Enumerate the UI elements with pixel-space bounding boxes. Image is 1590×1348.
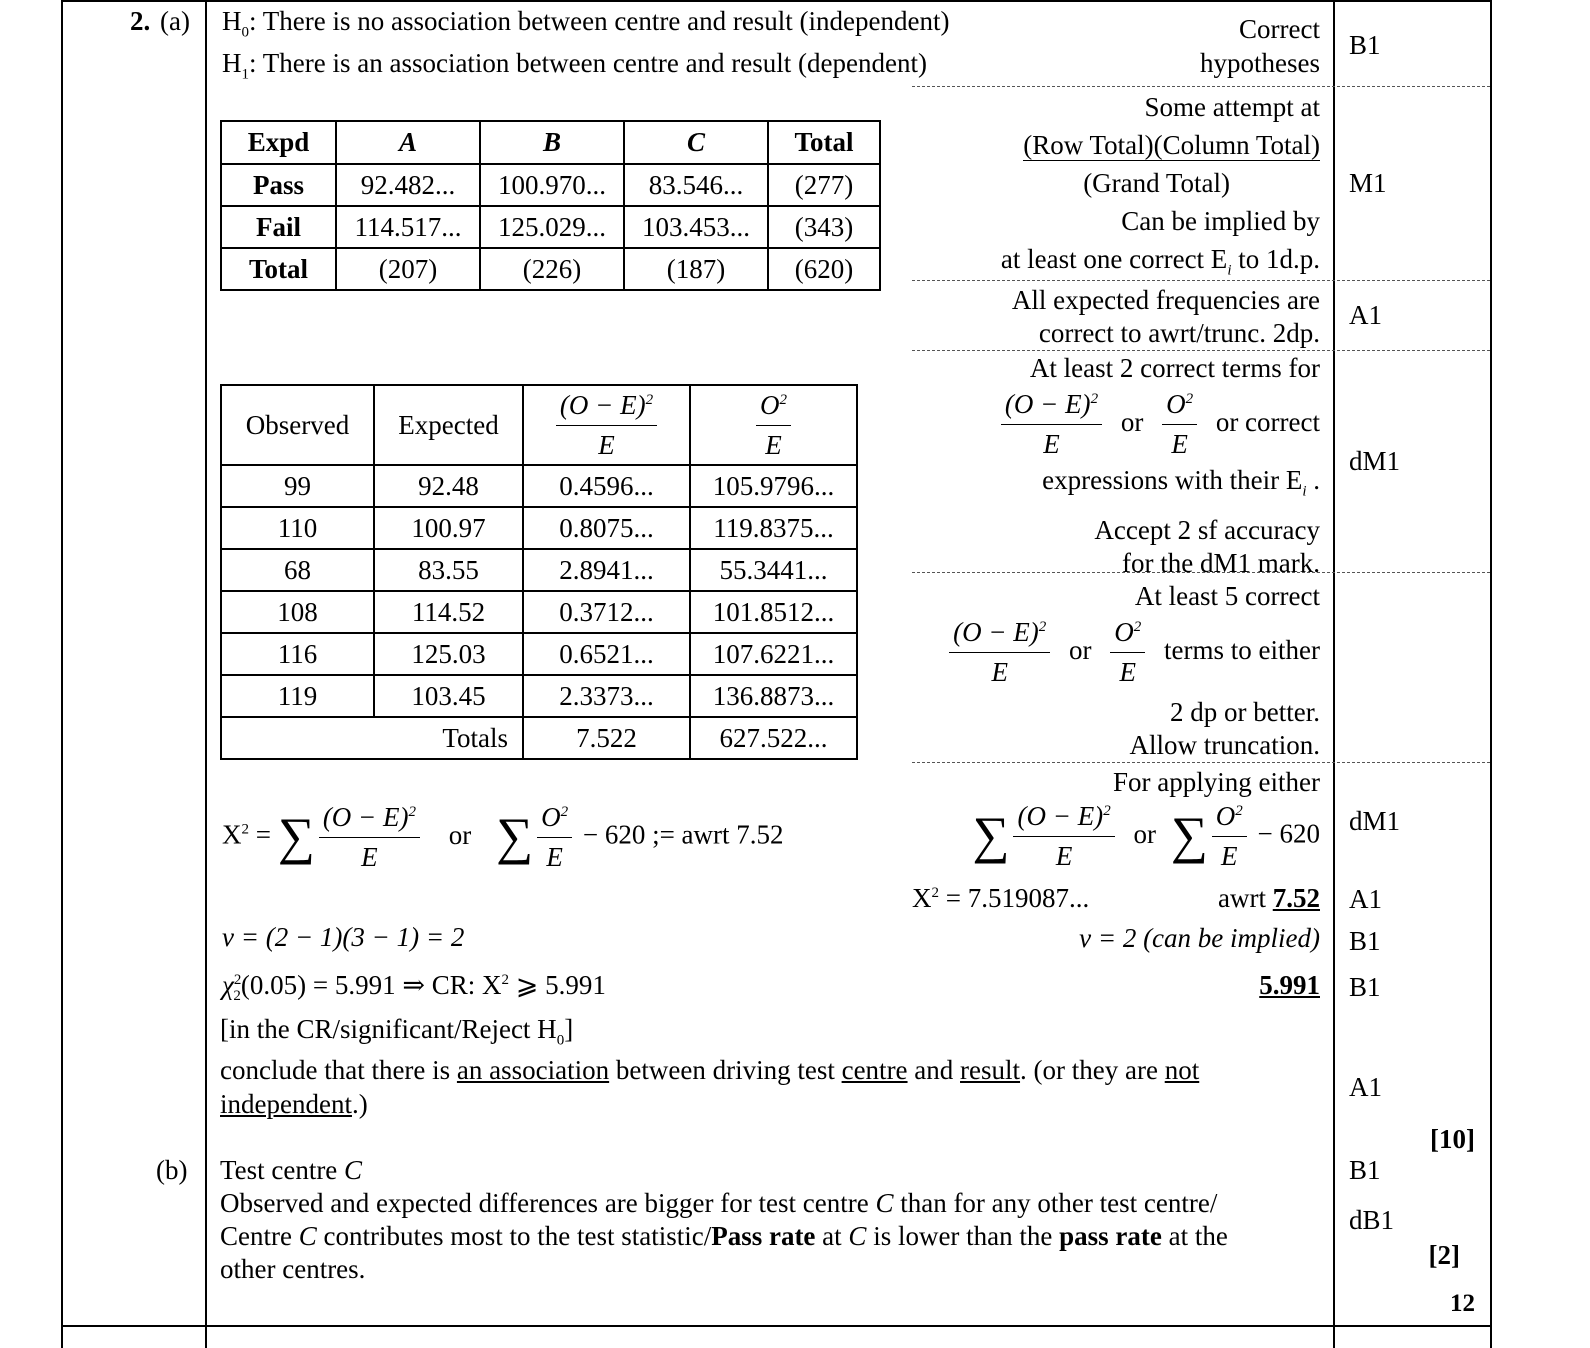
table-cell: (207) [336, 248, 480, 290]
conclusion: conclude that there is an association between driving test centre and result. (or they are not [220, 1055, 1200, 1085]
part-a-total: [10] [1430, 1124, 1475, 1154]
note-applying: For applying either ∑ $\frac{(O - E)^2}{E}$ or ∑ $\frac{O^2}{E}$ − 620 [972, 767, 1320, 871]
table-cell: Pass [221, 164, 336, 206]
table-cell: 2.3373... [523, 675, 690, 717]
table-header: Expd [221, 121, 336, 164]
calc-table [220, 384, 858, 760]
part-b-label: (b) [156, 1155, 188, 1185]
expected-table [220, 120, 881, 291]
table-cell: 105.9796... [690, 465, 857, 507]
table-cell: 0.3712... [523, 591, 690, 633]
mark: dM1 [1349, 446, 1401, 476]
question-number: 2. [130, 6, 151, 36]
table-cell: 7.522 [523, 717, 690, 759]
table-cell: 99 [221, 465, 374, 507]
note-terms: At least 2 correct terms for $\frac{(O - E)^2}{E}$ or $\frac{O^2}{E}$ or correct expressions with their $E_i$ . Accept 2 sf accuracy for the dM1 mark. [997, 352, 1320, 580]
table-header: B [480, 121, 624, 164]
table-cell: 627.522... [690, 717, 857, 759]
table-row [221, 675, 857, 717]
table-cell: (187) [624, 248, 768, 290]
table-header: Total [768, 121, 880, 164]
table-cell: (226) [480, 248, 624, 290]
marks-column-border-right [1490, 0, 1492, 1348]
table-cell: 83.546... [624, 164, 768, 206]
table-cell: 100.970... [480, 164, 624, 206]
table-cell: 107.6221... [690, 633, 857, 675]
table-cell: 114.52 [374, 591, 523, 633]
table-cell: 0.8075... [523, 507, 690, 549]
table-cell: Total [221, 248, 336, 290]
table-cell: 110 [221, 507, 374, 549]
table-cell: 119.8375... [690, 507, 857, 549]
table-cell: (620) [768, 248, 880, 290]
mark: A1 [1349, 884, 1382, 914]
table-cell: (343) [768, 206, 880, 248]
mark: B1 [1349, 926, 1381, 956]
table-cell: 125.029... [480, 206, 624, 248]
table-header: $\frac{(O - E)^2}{E}$ [523, 385, 690, 465]
table-cell: 101.8512... [690, 591, 857, 633]
totals-label: Totals [221, 717, 523, 759]
note-expected-method: Some attempt at (Row Total)(Column Total) (Grand Total) Can be implied by at least one correct $E_i$ to 1d.p. [1000, 92, 1320, 279]
table-row [221, 507, 857, 549]
note-test-statistic: $X^2 = 7.519087$... [912, 883, 1090, 913]
conclusion-line2: independent.) [220, 1089, 368, 1119]
table-row [221, 465, 857, 507]
table-row [221, 591, 857, 633]
separator [912, 350, 1490, 351]
part-b-line4: other centres. [220, 1254, 366, 1284]
part-b-line1: Test centre C [220, 1155, 363, 1185]
top-border [61, 0, 1492, 2]
question-column-border [205, 0, 207, 1348]
note-awrt: awrt 7.52 [1218, 883, 1320, 913]
part-b-total: [2] [1428, 1240, 1460, 1270]
table-cell: 103.453... [624, 206, 768, 248]
mark: B1 [1349, 1155, 1381, 1185]
totals-row [221, 717, 857, 759]
table-header: Observed [221, 385, 374, 465]
table-cell: 92.482... [336, 164, 480, 206]
mark: A1 [1349, 300, 1382, 330]
mark: dB1 [1349, 1205, 1395, 1235]
table-row [221, 633, 857, 675]
separator [912, 762, 1490, 763]
mark: B1 [1349, 30, 1381, 60]
degrees-of-freedom: ν = (2 − 1)(3 − 1) = 2 [222, 922, 465, 952]
table-cell: 116 [221, 633, 374, 675]
table-cell: 0.6521... [523, 633, 690, 675]
chi-square-formula: $X^2$ = ∑ $\frac{(O - E)^2}{E}$ or ∑ $\frac{O^2}{E}$ − 620 ;= awrt 7.52 [222, 802, 784, 872]
table-cell: 55.3441... [690, 549, 857, 591]
mark: dM1 [1349, 806, 1401, 836]
bottom-border [61, 1325, 1492, 1327]
table-cell: Fail [221, 206, 336, 248]
table-cell: 2.8941... [523, 549, 690, 591]
part-b-line2: Observed and expected differences are bigger for test centre C than for any other test centre/ [220, 1188, 1218, 1218]
table-cell: 136.8873... [690, 675, 857, 717]
question-total: 12 [1450, 1290, 1475, 1317]
mark: M1 [1349, 168, 1387, 198]
note-expected-accuracy: All expected frequencies are correct to awrt/trunc. 2dp. [1011, 285, 1320, 348]
note-cv: 5.991 [1259, 970, 1320, 1000]
table-cell: 103.45 [374, 675, 523, 717]
table-cell: 92.48 [374, 465, 523, 507]
table-cell: 114.517... [336, 206, 480, 248]
table-cell: 125.03 [374, 633, 523, 675]
table-cell: 108 [221, 591, 374, 633]
table-cell: (277) [768, 164, 880, 206]
note-df: ν = 2 (can be implied) [1079, 923, 1320, 953]
part-b-line3: Centre C contributes most to the test statistic/Pass rate at C is lower than the pass rate at the [220, 1221, 1228, 1251]
table-header: $\frac{O^2}{E}$ [690, 385, 857, 465]
table-cell: 0.4596... [523, 465, 690, 507]
note-five-terms: At least 5 correct $\frac{(O - E)^2}{E}$ or $\frac{O^2}{E}$ terms to either 2 dp or better. Allow truncation. [945, 580, 1320, 762]
left-border [61, 0, 63, 1348]
table-cell: 68 [221, 549, 374, 591]
table-cell: 119 [221, 675, 374, 717]
reject-h0: [in the CR/significant/Reject $H_0$] [220, 1014, 574, 1049]
table-header: A [336, 121, 480, 164]
table-cell: 83.55 [374, 549, 523, 591]
table-cell: 100.97 [374, 507, 523, 549]
mark: B1 [1349, 972, 1381, 1002]
critical-value: $\chi^2_2(0.05) = 5.991$ ⇒ CR: $X^2$ ⩾ 5.991 [222, 970, 606, 1005]
h0-line: $H_0$: There is no association between centre and result (independent) [222, 6, 950, 41]
h1-line: $H_1$: There is an association between centre and result (dependent) [222, 48, 927, 83]
mark: A1 [1349, 1072, 1382, 1102]
table-row [221, 549, 857, 591]
table-header: C [624, 121, 768, 164]
note-hypotheses: Correct hypotheses [1200, 14, 1320, 78]
marks-column-border-left [1333, 0, 1335, 1348]
table-header: Expected [374, 385, 523, 465]
part-a-label: (a) [160, 6, 190, 36]
separator [912, 86, 1490, 87]
